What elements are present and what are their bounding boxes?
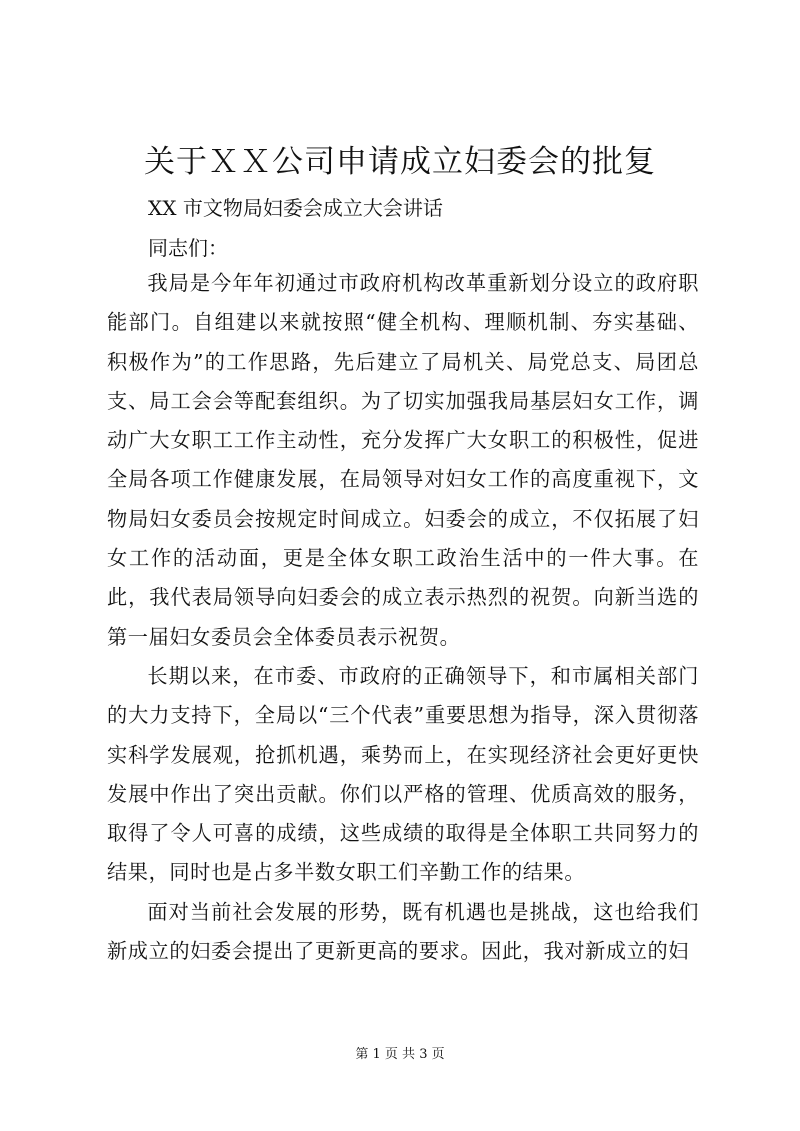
page-footer: 第 1 页 共 3 页 [355,1047,445,1062]
document-subtitle: XX 市文物局妇委会成立大会讲话 [148,196,443,220]
document-body [107,264,699,971]
page-title: 关于ＸＸ公司申请成立妇委会的批复 [144,144,656,180]
paragraph-1: 我局是今年年初通过市政府机构改革重新划分设立的政府职能部门。自组建以来就按照“健全机构、理顺机制、夯实基础、积极作为”的工作思路，先后建立了局机关、局党总支、局团总支、局工会会等配套组织。为了切实加强我局基层妇女工作，调动广大女职工工作主动性，充分发挥广大女职工的积极性，促进全局各项工作健康发展，在局领导对妇女工作的高度重视下，文物局妇女委员会按规定时间成立。妇委会的成立，不仅拓展了妇女工作的活动面，更是全体女职工政治生活中的一件大事。在此，我代表局领导向妇委会的成立表示热烈的祝贺。向新当选的第一届妇女委员会全体委员表示祝贺。 [107,271,699,649]
paragraph-3: 面对当前社会发展的形势，既有机遇也是挑战，这也给我们新成立的妇委会提出了更新更高的要求。因此，我对新成立的妇 [107,899,699,964]
paragraph-2: 长期以来，在市委、市政府的正确领导下，和市属相关部门的大力支持下，全局以“三个代表”重要思想为指导，深入贯彻落实科学发展观，抢抓机遇，乘势而上，在实现经济社会更好更快发展中作出了突出贡献。你们以严格的管理、优质高效的服务，取得了令人可喜的成绩，这些成绩的取得是全体职工共同努力的结果，同时也是占多半数女职工们辛勤工作的结果。 [107,663,699,885]
greeting: 同志们： [148,236,228,260]
